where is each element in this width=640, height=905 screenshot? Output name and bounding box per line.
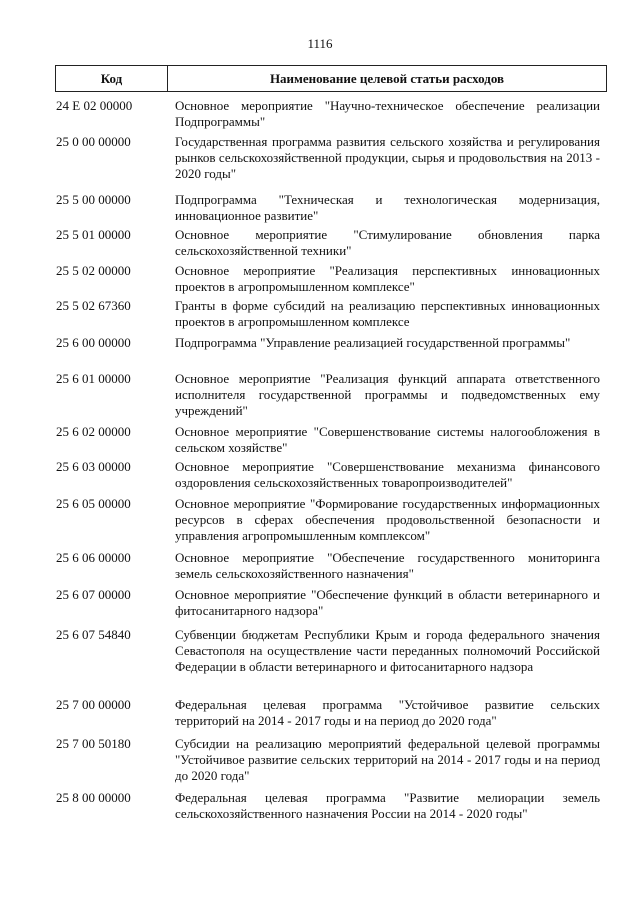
row-code: 25 0 00 00000 xyxy=(56,134,131,149)
row-code: 25 6 07 54840 xyxy=(56,627,131,642)
row-name: Гранты в форме субсидий на реализацию перспективных инновационных проектов в агропромышленном комплексе xyxy=(175,298,600,329)
row-name: Основное мероприятие "Совершенствование механизма финансового оздоровления сельскохозяйственных товаропроизводителей" xyxy=(175,459,600,490)
row-name: Основное мероприятие "Научно-техническое обеспечение реализации Подпрограммы" xyxy=(175,98,600,129)
row-name: Федеральная целевая программа "Устойчивое развитие сельских территорий на 2014 - 2017 годы и на период до 2020 года" xyxy=(175,697,600,728)
row-code: 25 7 00 50180 xyxy=(56,736,131,751)
row-code: 25 6 06 00000 xyxy=(56,550,131,565)
header-name: Наименование целевой статьи расходов xyxy=(269,70,505,86)
row-code: 25 6 07 00000 xyxy=(56,587,131,602)
row-code: 25 7 00 00000 xyxy=(56,697,131,712)
row-code: 25 8 00 00000 xyxy=(56,790,131,805)
row-code: 25 5 00 00000 xyxy=(56,192,131,207)
row-code: 25 6 02 00000 xyxy=(56,424,131,439)
row-code: 25 6 01 00000 xyxy=(56,371,131,386)
row-name: Государственная программа развития сельского хозяйства и регулирования рынков сельскохозяйственной продукции, сырья и продовольствия на 2013 - 2020 годы" xyxy=(175,134,600,181)
row-name: Основное мероприятие "Формирование государственных информационных ресурсов в сферах обеспечения продовольственной безопасности и управления агропромышленным комплексом" xyxy=(175,496,600,543)
row-name: Субвенции бюджетам Республики Крым и города федерального значения Севастополя на осуществление части переданных полномочий Российской Федерации в области ветеринарного и фитосанитарного надзора xyxy=(175,627,600,674)
row-code: 25 5 01 00000 xyxy=(56,227,131,242)
row-name: Основное мероприятие "Обеспечение функций в области ветеринарного и фитосанитарного надзора" xyxy=(175,587,600,618)
row-code: 24 Е 02 00000 xyxy=(56,98,133,113)
page-number: 1116 xyxy=(307,36,333,51)
row-name: Основное мероприятие "Реализация функций аппарата ответственного исполнителя государственной программы и подведомственных ему учреждений" xyxy=(175,371,600,418)
row-name: Подпрограмма "Управление реализацией государственной программы" xyxy=(175,335,571,350)
row-name: Основное мероприятие "Совершенствование системы налогообложения в сельском хозяйстве" xyxy=(175,424,600,455)
header-code: Код xyxy=(56,66,168,91)
row-code: 25 6 05 00000 xyxy=(56,496,131,511)
row-code: 25 6 00 00000 xyxy=(56,335,131,350)
table-header xyxy=(55,65,607,92)
row-code: 25 5 02 00000 xyxy=(56,263,131,278)
row-name: Основное мероприятие "Обеспечение государственного мониторинга земель сельскохозяйственного назначения" xyxy=(175,550,600,581)
row-name: Основное мероприятие "Реализация перспективных инновационных проектов в агропромышленном комплексе" xyxy=(175,263,600,294)
row-name: Федеральная целевая программа "Развитие мелиорации земель сельскохозяйственного назначения России на 2014 - 2020 годы" xyxy=(175,790,600,821)
row-name: Основное мероприятие "Стимулирование обновления парка сельскохозяйственной техники" xyxy=(175,227,600,258)
row-code: 25 5 02 67360 xyxy=(56,298,131,313)
row-code: 25 6 03 00000 xyxy=(56,459,131,474)
row-name: Субсидии на реализацию мероприятий федеральной целевой программы "Устойчивое развитие сельских территорий на 2014 - 2017 годы и на период до 2020 года" xyxy=(175,736,600,783)
row-name: Подпрограмма "Техническая и технологическая модернизация, инновационное развитие" xyxy=(175,192,600,223)
